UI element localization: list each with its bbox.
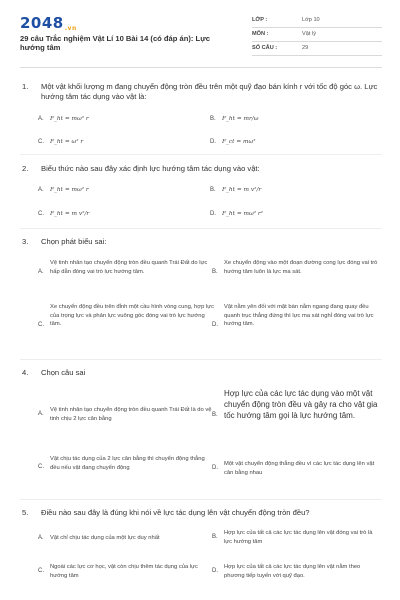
page-title: 29 câu Trắc nghiệm Vật Lí 10 Bài 14 (có đáp án): Lực hướng tâm: [20, 34, 210, 52]
option-text: F_ht = mr/ω: [222, 116, 259, 122]
question-text: Một vật khối lượng m đang chuyển động tròn đều trên một quỹ đạo bán kính r với tốc độ góc ω. Lực hướng tâm tác dụng vào vật là:: [41, 82, 378, 101]
option-text: Xe chuyển động đều trên đỉnh một cầu hình vòng cung, hợp lực của trọng lực và phản lực vuông góc đóng vai trò lực hướng tâm.: [50, 304, 214, 327]
logo-suffix: .vn: [64, 25, 77, 32]
question-number: 2.: [22, 164, 29, 173]
meta-table: [252, 14, 382, 56]
option-text: Ngoài các lực cơ học, vật còn chịu thêm tác dụng của lực hướng tâm: [50, 564, 198, 579]
option-letter: C.: [38, 464, 44, 470]
meta-row-class: [252, 14, 382, 28]
question-text: Chọn phát biểu sai:: [41, 237, 107, 246]
option-letter: A.: [38, 187, 44, 193]
question-text: Biểu thức nào sau đây xác định lực hướng tâm tác dụng vào vật:: [41, 164, 260, 173]
option-letter: A.: [38, 116, 44, 122]
question-text: Điều nào sau đây là đúng khi nói về lực tác dụng lên vật chuyển động tròn đều?: [41, 508, 310, 517]
option-letter: C.: [38, 322, 44, 328]
option-text: Vật chỉ chịu tác dụng của một lực duy nhất: [50, 535, 160, 541]
option-letter: D.: [212, 322, 218, 328]
option-letter: D.: [212, 568, 218, 574]
option-letter: C.: [38, 211, 44, 217]
option-text: Vật chịu tác dụng của 2 lực cân bằng thì chuyển động thẳng đều nếu vật đang chuyển động: [50, 456, 205, 471]
option-text: Vệ tinh nhân tạo chuyển động tròn đều quanh Trái Đất là do vệ tinh chịu 2 lực cân bằng: [50, 407, 212, 422]
option-text: F_ct = mω²: [222, 139, 256, 145]
option-letter: A.: [38, 535, 44, 541]
divider: [20, 499, 382, 500]
meta-label: LỚP :: [252, 17, 268, 23]
option-text: Hợp lực của các lực tác dụng vào một vật chuyển động tròn đều và gây ra cho vật gia tốc hướng tâm gọi là lực hướng tâm.: [224, 389, 378, 420]
option-letter: B.: [212, 412, 218, 418]
logo-main: 2048: [20, 14, 64, 32]
option-text: F_ht = m v²/r: [50, 211, 90, 217]
option-letter: A.: [38, 411, 44, 417]
option-letter: B.: [212, 534, 218, 540]
option-letter: D.: [212, 465, 218, 471]
option-text: Xe chuyển động vào một đoạn đường cong lực đóng vai trò hướng tâm luôn là lực ma sát.: [224, 260, 378, 275]
option-text: Vệ tinh nhân tạo chuyển động tròn đều quanh Trái Đất do lực hấp dẫn đóng vai trò lực hướng tâm.: [50, 260, 208, 275]
option-text: Hợp lực của tất cả các lực tác dụng lên vật nằm theo phương tiếp tuyến với quỹ đạo.: [224, 564, 361, 579]
option-text: Một vật chuyển động thẳng đều vì các lực tác dụng lên vật cân bằng nhau: [224, 461, 375, 476]
question-number: 1.: [22, 82, 29, 91]
header-divider: [20, 67, 382, 68]
option-text: F_ht = mω² r: [50, 116, 89, 122]
question-number: 5.: [22, 508, 29, 517]
option-letter: C.: [38, 568, 44, 574]
option-text: F_ht = mω² r²: [222, 211, 264, 217]
divider: [20, 154, 382, 155]
meta-label: SỐ CÂU :: [252, 45, 278, 51]
option-text: F_ht = mω² r: [50, 187, 89, 193]
header: [20, 14, 382, 62]
divider: [20, 359, 382, 360]
meta-label: MÔN :: [252, 31, 269, 37]
question-number: 4.: [22, 368, 29, 377]
meta-value: Lớp 10: [302, 17, 320, 23]
option-letter: D.: [210, 139, 216, 145]
meta-value: 29: [302, 45, 309, 51]
meta-row-count: [252, 42, 382, 56]
question-text: Chọn câu sai: [41, 368, 86, 377]
option-text: Vật nằm yên đối với mặt bàn nằm ngang đang quay đều quanh trục thẳng đứng thì lực ma sát nghỉ đóng vai trò lực hướng tâm.: [224, 304, 374, 327]
option-letter: A.: [38, 269, 44, 275]
question-number: 3.: [22, 237, 29, 246]
divider: [20, 228, 382, 229]
meta-value: Vật lý: [302, 31, 316, 37]
meta-row-subject: [252, 28, 382, 42]
option-text: Hợp lực của tất cả các lực tác dụng lên vật đóng vai trò là lực hướng tâm: [224, 530, 373, 545]
option-letter: D.: [210, 211, 216, 217]
option-letter: B.: [212, 269, 218, 275]
option-letter: B.: [210, 116, 216, 122]
option-text: F_ht = ω² r: [50, 139, 84, 145]
option-text: F_ht = m v²/r: [222, 187, 262, 193]
option-letter: B.: [210, 187, 216, 193]
option-letter: C.: [38, 139, 44, 145]
